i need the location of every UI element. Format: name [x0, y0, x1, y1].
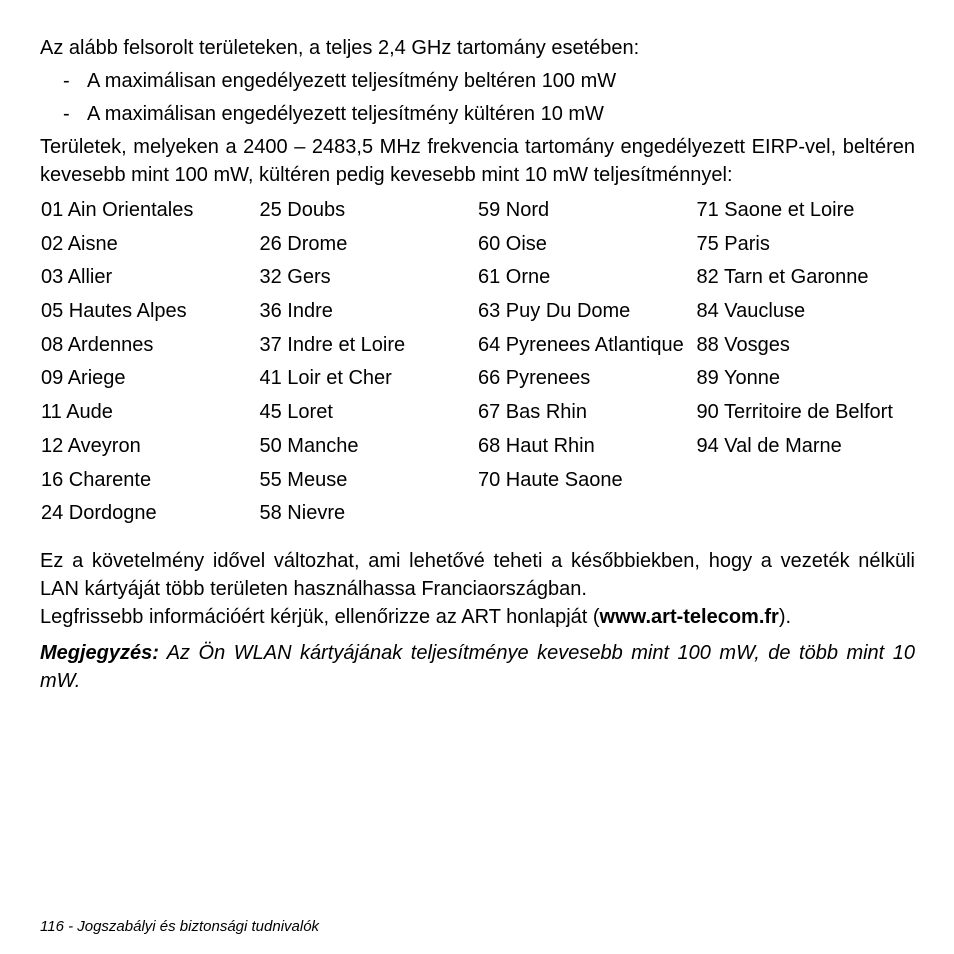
department-item: 09 Ariege [41, 367, 126, 390]
list-item-text: A maximálisan engedélyezett teljesítmény beltéren 100 mW [87, 70, 617, 92]
department-item: 16 Charente [41, 468, 152, 491]
department-item: 70 Haute Saone [478, 468, 623, 491]
department-item: 67 Bas Rhin [478, 401, 587, 424]
department-item: 82 Tarn et Garonne [696, 266, 869, 289]
bullet-marker: - [63, 103, 70, 125]
department-item: 88 Vosges [696, 333, 790, 356]
department-item: 26 Drome [259, 232, 348, 255]
department-item: 84 Vaucluse [696, 300, 806, 323]
list-item-text: A maximálisan engedélyezett teljesítmény kültéren 10 mW [87, 103, 604, 125]
note-label: Megjegyzés: [40, 641, 159, 664]
department-item: 58 Nievre [259, 502, 346, 525]
department-item: 24 Dordogne [41, 502, 157, 525]
department-item: 89 Yonne [696, 367, 780, 390]
department-item: 75 Paris [696, 232, 770, 255]
page-footer: 116 - Jogszabályi és biztonsági tudnivalók [40, 918, 320, 935]
departments-column-1 [41, 196, 260, 533]
department-item: 12 Aveyron [41, 434, 141, 457]
document-body [40, 34, 915, 695]
department-item: 03 Allier [41, 266, 113, 289]
departments-grid [41, 196, 915, 533]
departments-column-2 [260, 196, 479, 533]
info-line [40, 603, 915, 631]
department-item: 01 Ain Orientales [41, 199, 194, 221]
department-item: 45 Loret [259, 401, 333, 424]
department-item: 61 Orne [478, 266, 551, 289]
departments-column-4 [697, 196, 916, 533]
list-item [40, 67, 915, 95]
department-item: 32 Gers [259, 266, 331, 289]
department-item: 50 Manche [259, 434, 359, 457]
department-item: 60 Oise [478, 232, 547, 255]
departments-column-3 [478, 196, 697, 533]
art-website-link[interactable]: www.art-telecom.fr [599, 605, 779, 628]
info-suffix: ). [778, 605, 792, 628]
department-item: 66 Pyrenees [478, 367, 591, 390]
department-item: 63 Puy Du Dome [478, 300, 631, 323]
power-limits-list [40, 67, 915, 128]
department-item: 36 Indre [259, 300, 333, 323]
department-item: 08 Ardennes [41, 333, 154, 356]
department-item: 59 Nord [478, 199, 550, 221]
department-item: 64 Pyrenees Atlantique [478, 333, 684, 356]
intro-text: Az alább felsorolt területeken, a teljes 2,4 GHz tartomány esetében: [40, 37, 640, 59]
department-item: 41 Loir et Cher [259, 367, 392, 390]
list-item [40, 100, 915, 128]
department-item: 90 Territoire de Belfort [696, 401, 893, 424]
department-item: 68 Haut Rhin [478, 434, 595, 457]
department-item: 37 Indre et Loire [259, 333, 406, 356]
department-item: 71 Saone et Loire [696, 199, 855, 221]
bullet-marker: - [63, 70, 70, 92]
department-item: 05 Hautes Alpes [41, 300, 187, 323]
note-paragraph [40, 639, 915, 695]
department-item: 11 Aude [41, 401, 113, 424]
department-item: 55 Meuse [259, 468, 348, 491]
change-notice: Ez a követelmény idővel változhat, ami lehetővé teheti a későbbiekben, hogy a vezeték nélküli LAN kártyáját több területen használhassa Franciaországban. [40, 549, 915, 600]
department-item: 94 Val de Marne [696, 434, 842, 457]
note-text: Az Ön WLAN kártyájának teljesítménye kevesebb mint 100 mW, de több mint 10 mW. [40, 641, 915, 692]
department-item: 02 Aisne [41, 232, 118, 255]
department-item: 25 Doubs [259, 199, 346, 221]
info-prefix: Legfrissebb információért kérjük, ellenőrizze az ART honlapját ( [40, 605, 600, 628]
areas-intro-text: Területek, melyeken a 2400 – 2483,5 MHz frekvencia tartomány engedélyezett EIRP-vel, beltéren kevesebb mint 100 mW, kültéren pedig kevesebb mint 10 mW teljesítménnyel: [40, 136, 915, 186]
